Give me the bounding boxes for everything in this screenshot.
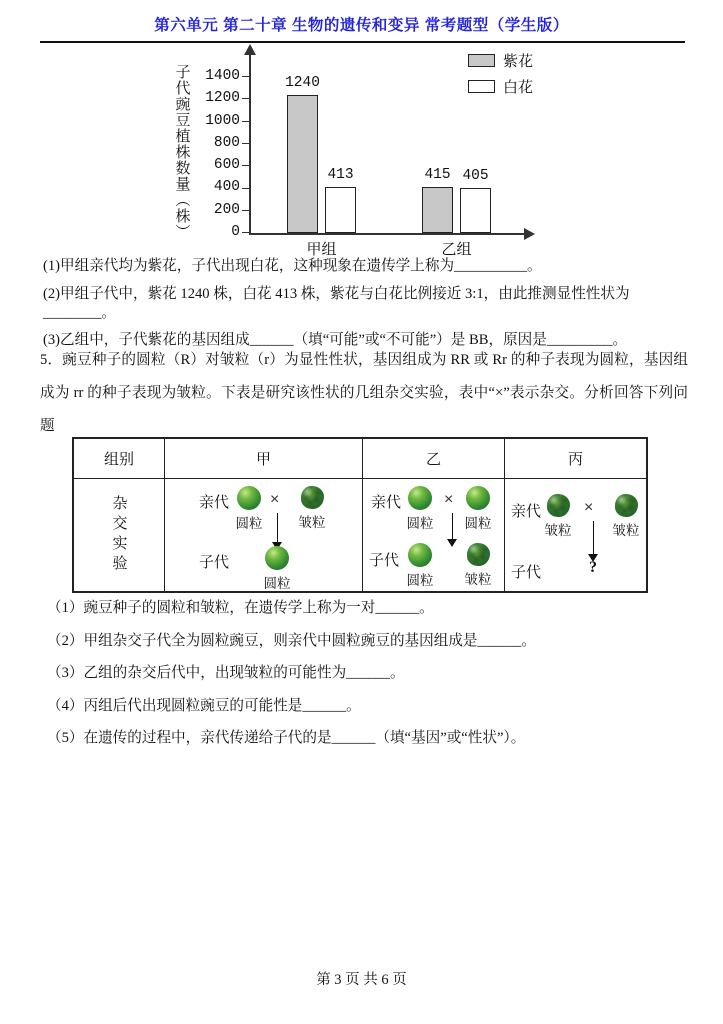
question-5-items [47,599,697,762]
y-axis-tick-label: 600 [213,157,240,174]
y-axis-line [249,52,251,233]
bar-chart [150,48,580,263]
question-line: （4）丙组后代出现圆粒豌豆的可能性是______。 [47,697,361,714]
question-line: （5）在遗传的过程中，亲代传递给子代的是______（填“基因”或“性状”）。 [47,730,526,746]
chart-bar [422,187,453,233]
question-line: （2）甲组杂交子代全为圆粒豌豆，则亲代中圆粒豌豆的基因组成是______。 [47,632,536,649]
y-axis-tick [242,76,249,77]
parent-pea-unit [604,494,648,539]
y-axis-tick [242,121,249,122]
cross-cell-1 [363,479,505,591]
pea-label: 圆粒 [464,516,492,531]
legend-label: 白花 [503,80,534,96]
parent-pea-unit [536,494,580,539]
x-axis-line [249,233,527,235]
parent-generation-label: 亲代 [371,495,402,511]
header-divider [40,41,685,43]
child-generation-label: 子代 [369,553,400,569]
y-axis-tick [242,188,249,189]
cross-symbol: × [444,491,454,508]
bar-value-label: 413 [327,167,354,183]
cross-symbol: × [270,491,280,508]
pea-wrinkled-icon [547,494,570,517]
legend-swatch-icon [468,54,495,67]
y-axis-title: 子代豌豆植株数量（株） [173,64,190,240]
y-axis-tick-label: 1400 [205,68,240,84]
y-axis-tick-label: 400 [213,179,240,196]
pea-round-icon [408,543,432,567]
table-row-label: 杂交实验 [74,479,165,591]
bar-value-label: 1240 [285,75,320,91]
pea-label: 圆粒 [406,516,434,531]
x-axis-category-label: 乙组 [441,242,472,258]
pea-round-icon [408,486,432,510]
footer-page-number: 第 3 页 共 6 页 [316,972,407,988]
legend-swatch-icon [468,80,495,93]
y-axis-tick [242,165,249,166]
cross-cell-0 [165,479,363,591]
parent-pea-unit [398,486,442,532]
bar-value-label: 415 [424,167,451,183]
parent-generation-label: 亲代 [511,504,542,520]
y-axis-tick [242,143,249,144]
child-pea-unit [571,559,615,577]
child-pea-unit [255,546,299,592]
legend-item [468,76,533,97]
y-axis-tick [242,210,249,211]
question-line: (3)乙组中，子代紫花的基因组成______（填“可能”或“不可能”）是 BB，原因是_________。 [43,332,628,348]
cross-symbol: × [584,499,594,516]
child-pea-unit [398,543,442,589]
table-header-jia: 甲 [165,439,363,479]
y-axis-tick-label: 200 [213,201,240,218]
page-title: 第六单元 第二十章 生物的遗传和变异 常考题型（学生版） [154,17,569,34]
pea-wrinkled-icon [615,494,638,517]
parent-pea-unit [456,486,500,532]
pea-label: 皱粒 [298,515,326,530]
pea-wrinkled-icon [301,486,324,509]
chart-bar [287,95,318,233]
table-header-group: 组别 [74,439,165,479]
y-axis-tick-label: 0 [231,224,240,240]
y-axis-tick-label: 1000 [205,112,240,129]
y-axis-tick-label: 1200 [205,90,240,107]
chart-bar [460,188,491,233]
cross-table [72,437,648,593]
down-arrow-icon [277,513,278,542]
chart-legend [468,50,533,97]
x-axis-arrow-icon [524,228,535,240]
pea-label: 圆粒 [235,516,263,531]
question-mark: ? [589,559,597,576]
pea-label: 皱粒 [464,572,492,587]
parent-generation-label: 亲代 [199,495,230,511]
down-arrow-icon [593,521,594,554]
legend-label: 紫花 [503,54,534,70]
y-axis-tick [242,232,249,233]
cross-cell-2 [505,479,646,591]
child-pea-unit [456,543,500,588]
legend-item [468,50,533,71]
question-line: (2)甲组子代中，紫花 1240 株，白花 413 株，紫花与白花比例接近 3:1，由此推测显性性状为________。 [43,285,630,321]
child-generation-label: 子代 [199,555,230,571]
question-5-intro: 5．豌豆种子的圆粒（R）对皱粒（r）为显性性状，基因组成为 RR 或 Rr 的种子表现为圆粒，基因组成为 rr 的种子表现为皱粒。下表是研究该性状的几组杂交实验，表中“×”表示杂交。分析回答下列问题 [40,352,688,434]
bar-value-label: 405 [462,168,489,184]
pea-round-icon [237,486,261,510]
pea-label: 皱粒 [612,523,640,538]
pea-round-icon [265,546,289,570]
pea-round-icon [466,486,490,510]
chart-bar [325,187,356,233]
table-header-bing: 丙 [505,439,646,479]
table-header-yi: 乙 [363,439,505,479]
question-line: （3）乙组的杂交后代中，出现皱粒的可能性为______。 [47,665,405,681]
child-generation-label: 子代 [511,565,542,581]
pea-wrinkled-icon [467,543,490,566]
pea-label: 圆粒 [263,576,291,591]
pea-label: 圆粒 [406,573,434,588]
parent-pea-unit [227,486,271,532]
question-line: (1)甲组亲代均为紫花，子代出现白花，这种现象在遗传学上称为__________。 [43,258,542,274]
y-axis-tick-label: 800 [213,134,240,151]
pea-label: 皱粒 [544,523,572,538]
down-arrow-icon [452,513,453,539]
y-axis-tick [242,98,249,99]
parent-pea-unit [290,486,334,531]
x-axis-category-label: 甲组 [306,242,337,258]
question-line: （1）豌豆种子的圆粒和皱粒，在遗传学上称为一对______。 [47,600,434,616]
